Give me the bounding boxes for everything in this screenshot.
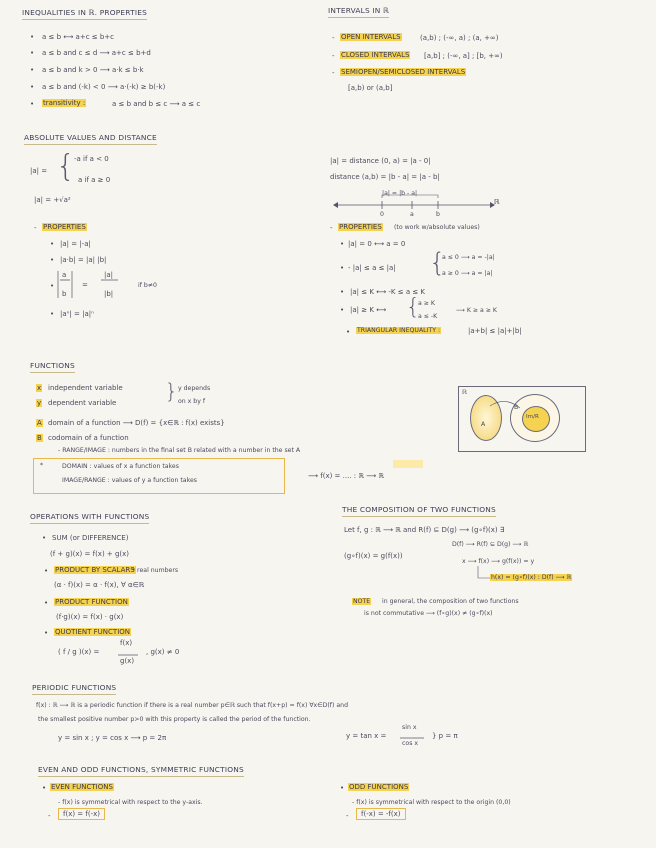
dash: - [332, 52, 335, 60]
abs-distance-2: distance (a,b) = |b - a| = |a - b| [330, 173, 440, 181]
quotient-function-label: QUOTIENT FUNCTION [55, 628, 131, 636]
periodic-example-1: y = sin x ; y = cos x ⟶ p = 2π [58, 734, 167, 742]
bullet: • [44, 599, 49, 607]
product-scalars-label: PRODUCT BY SCALARS [55, 566, 135, 574]
number-line-arrow [333, 202, 338, 208]
abs-sqrt: |a| = +√a² [34, 196, 71, 204]
note-label: NOTE [353, 598, 371, 605]
product-scalars-eq: (α · f)(x) = α · f(x), ∀ α∈ℝ [54, 581, 145, 589]
abs-q1: |a| = 0 ⟷ a = 0 [348, 240, 406, 248]
brace: { [429, 248, 446, 278]
bullet: • [340, 306, 345, 314]
A-text: domain of a function ⟶ D(f) = {x∈ℝ : f(x) exists} [48, 419, 225, 427]
abs-q2-case2: a ≥ 0 ⟶ a = |a| [442, 270, 493, 277]
abs-frac-num-a: a [62, 271, 67, 279]
semi-intervals-label: SEMIOPEN/SEMICLOSED INTERVALS [341, 68, 466, 76]
diagram-B-label: B [514, 404, 519, 411]
box-domain-text: DOMAIN : values of x a function takes [62, 463, 179, 470]
abs-properties2-label: PROPERTIES [339, 223, 382, 231]
dash: - [332, 34, 335, 42]
number-line-top-label: |a| = |b - a| [382, 190, 418, 197]
abs-frac-condition: if b≠0 [138, 282, 157, 289]
abs-q2-case1: a ≤ 0 ⟶ a = -|a| [442, 254, 495, 261]
brace: { [406, 295, 420, 320]
bullet: • [50, 240, 55, 248]
abs-q4: |a| ≥ K ⟷ [350, 306, 387, 314]
diagram-A-label: A [481, 421, 486, 428]
transitivity-label: transitivity : [43, 99, 86, 107]
intervals-title: INTERVALS IN ℝ [328, 7, 389, 18]
number-line-a: a [410, 211, 414, 218]
diagram-R-label: ℝ [462, 389, 467, 396]
odd-functions-label: ODD FUNCTIONS [349, 783, 409, 791]
evenodd-title: EVEN AND ODD FUNCTIONS, SYMMETRIC FUNCTIONS [38, 766, 244, 777]
B-label: B [37, 434, 42, 442]
diagram-image-label: Im/R [526, 414, 539, 420]
range-text: - RANGE/IMAGE : numbers in the final set B related with a number in the set A [58, 447, 301, 454]
dash: - [346, 812, 349, 820]
bullet: • [50, 282, 55, 290]
triangular-inequality-text: |a+b| ≤ |a|+|b| [468, 327, 522, 335]
ineq-item-3: a ≤ b and k > 0 ⟶ a·k ≤ b·k [42, 66, 144, 74]
bullet: • [50, 256, 55, 264]
ops-title: OPERATIONS WITH FUNCTIONS [30, 513, 149, 524]
odd-functions-eq: f(-x) = -f(x) [356, 808, 406, 820]
quotient-cond: , g(x) ≠ 0 [146, 648, 180, 656]
open-intervals-label: OPEN INTERVALS [341, 33, 401, 41]
abs-q4-case2: a ≤ -K [418, 313, 438, 320]
abs-distance-1: |a| = distance (0, a) = |a - 0| [330, 157, 431, 165]
product-scalars-note: * real numbers [132, 567, 179, 574]
periodic-line-1: f(x) : ℝ ⟶ ℝ is a periodic function if there is a real number p∈ℝ such that f(x+p) = f(x) ∀x∈D(f) and [36, 702, 348, 709]
ineq-title: INEQUALITIES IN ℝ. PROPERTIES [22, 9, 147, 20]
comp-title: THE COMPOSITION OF TWO FUNCTIONS [342, 506, 496, 517]
periodic-ex2-lhs: y = tan x = [346, 732, 387, 740]
odd-functions-text: - f(x) is symmetrical with respect to the origin (0,0) [352, 799, 511, 806]
bullet: • [30, 33, 35, 41]
abs-q3: |a| ≤ K ⟷ -K ≤ a ≤ K [350, 288, 426, 296]
abs-prop-4: |aⁿ| = |a|ⁿ [60, 310, 94, 318]
box-image-text: IMAGE/RANGE : values of y a function takes [62, 477, 197, 484]
comp-line-4: h(x) = (g∘f)(x) : D(f) ⟶ ℝ [491, 574, 572, 581]
periodic-ex2-den: cos x [402, 740, 419, 747]
abs-frac-den-b: b [62, 290, 67, 298]
bullet: • [30, 100, 35, 108]
bullet: • [42, 784, 47, 792]
bullet: • [340, 288, 345, 296]
number-line-R: ℝ [494, 198, 500, 206]
even-functions-eq: f(x) = f(-x) [58, 808, 105, 820]
depends-1: y depends [178, 385, 211, 392]
bullet: • [340, 240, 345, 248]
dash: - [34, 224, 37, 232]
abs-q4-case1: a ≥ K [418, 300, 435, 307]
abs-prop-1: |a| = |-a| [60, 240, 91, 248]
dash: - [330, 224, 333, 232]
number-line-zero: 0 [380, 211, 384, 218]
periodic-title: PERIODIC FUNCTIONS [32, 684, 116, 695]
dash: - [48, 812, 51, 820]
periodic-ex2-num: sin x [402, 724, 417, 731]
bullet: • [340, 784, 345, 792]
product-function-label: PRODUCT FUNCTION [55, 598, 128, 606]
abs-lhs: |a| = [30, 167, 48, 175]
abs-frac-num-abs-a: |a| [104, 271, 114, 279]
abs-case-positive: a if a ≥ 0 [78, 176, 111, 184]
note-line-2: is not commutative ⟶ (f∘g)(x) ≠ (g∘f)(x) [364, 610, 493, 617]
bullet: • [340, 264, 345, 272]
diagram-arrow [490, 401, 520, 408]
semi-intervals-text: [a,b) or (a,b] [348, 84, 393, 92]
abs-properties-label: PROPERTIES [43, 223, 86, 231]
dash: - [332, 69, 335, 77]
box-bullet: * [40, 462, 44, 469]
B-text: codomain of a function [48, 434, 129, 442]
product-function-eq: (f·g)(x) = f(x) · g(x) [56, 613, 124, 621]
abs-prop-2: |a·b| = |a| |b| [60, 256, 107, 264]
periodic-line-2: the smallest positive number p>0 with this property is called the period of the function. [38, 716, 311, 723]
triangular-inequality-label: TRIANGULAR INEQUALITY : [357, 327, 441, 334]
ineq-item-4: a ≤ b and (-k) < 0 ⟶ a·(-k) ≥ b(-k) [42, 83, 166, 91]
number-line-b: b [436, 211, 440, 218]
quotient-lhs: ( f / g )(x) = [58, 648, 100, 656]
brace: } [165, 379, 178, 403]
depends-2: on x by f [178, 398, 206, 405]
comp-line-2: D(f) ⟶ R(f) ⊆ D(g) ⟶ ℝ [452, 541, 529, 548]
bullet: • [44, 567, 49, 575]
brace: { [56, 149, 76, 184]
comp-line-1: Let f, g : ℝ ⟶ ℝ and R(f) ⊆ D(g) ⟶ (g∘f)(x) ∃ [344, 526, 505, 534]
abs-q2: - |a| ≤ a ≤ |a| [348, 264, 396, 272]
note-line-1: in general, the composition of two functions [382, 598, 519, 605]
y-label: y [37, 399, 42, 407]
abs-frac-den-abs-b: |b| [104, 290, 114, 298]
bullet: • [30, 66, 35, 74]
bullet: • [30, 83, 35, 91]
abs-case-negative: -a if a < 0 [74, 155, 109, 163]
quotient-den: g(x) [120, 657, 135, 665]
bullet: • [30, 49, 35, 57]
quotient-num: f(x) [120, 639, 133, 647]
A-label: A [37, 419, 42, 427]
distance-bracket [382, 195, 438, 198]
closed-intervals-label: CLOSED INTERVALS [341, 51, 410, 59]
sum-label: SUM (or DIFFERENCE) [52, 534, 129, 542]
open-intervals-text: (a,b) ; (-∞, a) ; (a, +∞) [420, 34, 499, 42]
periodic-ex2-result: } p = π [432, 732, 458, 740]
ineq-item-2: a ≤ b and c ≤ d ⟶ a+c ≤ b+d [42, 49, 151, 57]
comp-connector [478, 566, 490, 578]
ineq-item-1: a ≤ b ⟷ a+c ≤ b+c [42, 33, 115, 41]
abs-q4-result: ⟶ K ≥ a ≥ K [456, 307, 497, 314]
comp-line-3a: (g∘f)(x) = g(f(x)) [344, 552, 403, 560]
sum-eq: (f + g)(x) = f(x) + g(x) [50, 550, 130, 558]
bullet: • [346, 328, 351, 336]
ineq-item-5: a ≤ b and b ≤ c ⟶ a ≤ c [112, 100, 201, 108]
bullet: • [42, 534, 47, 542]
function-mapping: ⟶ f(x) = .... : ℝ ⟶ ℝ [308, 472, 384, 480]
even-functions-label: EVEN FUNCTIONS [51, 783, 113, 791]
bullet: • [50, 310, 55, 318]
x-text: independent variable [48, 384, 123, 392]
closed-intervals-text: [a,b] ; (-∞, a] ; [b, +∞) [424, 52, 503, 60]
even-functions-text: - f(x) is symmetrical with respect to the y-axis. [58, 799, 203, 806]
functions-title: FUNCTIONS [30, 362, 75, 373]
y-text: dependent variable [48, 399, 117, 407]
comp-line-3b: x ⟶ f(x) ⟶ g(f(x)) = y [462, 558, 535, 565]
number-line-arrow [490, 202, 495, 208]
abs-title: ABSOLUTE VALUES AND DISTANCE [24, 134, 157, 145]
x-label: x [37, 384, 42, 392]
abs-properties2-note: (to work w/absolute values) [394, 224, 480, 231]
equals: = [82, 281, 88, 289]
bullet: • [44, 629, 49, 637]
